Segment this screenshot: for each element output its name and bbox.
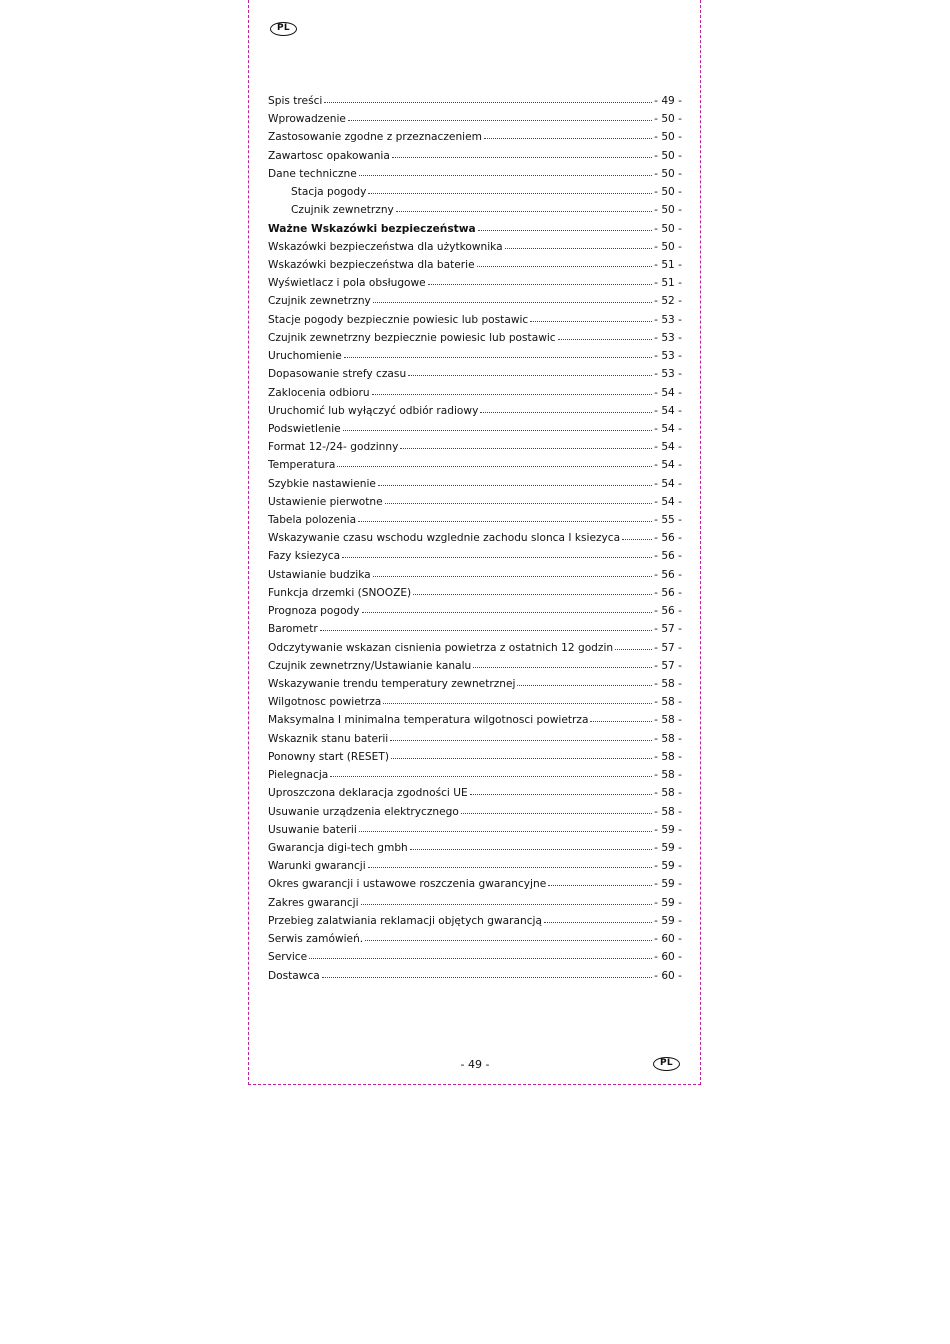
toc-entry[interactable] xyxy=(268,878,682,896)
toc-entry-page: - 57 - xyxy=(654,659,682,672)
toc-entry[interactable] xyxy=(268,204,682,222)
toc-entry-page: - 57 - xyxy=(654,641,682,654)
toc-dot-leader xyxy=(480,405,652,413)
language-badge-bottom: PL xyxy=(653,1057,680,1071)
toc-entry[interactable] xyxy=(268,532,682,550)
toc-entry[interactable] xyxy=(268,95,682,113)
toc-entry-title: Zakres gwarancji xyxy=(268,896,359,909)
toc-dot-leader xyxy=(428,277,652,285)
page-number: - 49 - xyxy=(460,1058,490,1071)
toc-dot-leader xyxy=(413,587,652,595)
toc-entry[interactable] xyxy=(268,951,682,969)
language-badge-top: PL xyxy=(270,22,297,36)
toc-entry-page: - 56 - xyxy=(654,532,682,545)
toc-entry[interactable] xyxy=(268,113,682,131)
toc-entry-page: - 49 - xyxy=(654,95,682,107)
toc-entry-page: - 60 - xyxy=(654,951,682,964)
toc-entry-page: - 53 - xyxy=(654,331,682,344)
toc-entry[interactable] xyxy=(268,787,682,805)
toc-entry-page: - 58 - xyxy=(654,750,682,763)
toc-entry-title: Dopasowanie strefy czasu xyxy=(268,368,407,381)
toc-entry-page: - 56 - xyxy=(654,568,682,581)
toc-entry[interactable] xyxy=(268,295,682,313)
toc-dot-leader xyxy=(392,150,652,158)
toc-entry-page: - 51 - xyxy=(654,258,682,271)
toc-entry-page: - 54 - xyxy=(654,422,682,435)
toc-entry[interactable] xyxy=(268,478,682,496)
toc-entry[interactable] xyxy=(268,714,682,732)
toc-dot-leader xyxy=(470,787,652,795)
toc-dot-leader xyxy=(322,970,652,978)
toc-entry-title: Dostawca xyxy=(268,969,320,982)
toc-entry[interactable] xyxy=(268,423,682,441)
toc-entry-title: Wskazówki bezpieczeństwa dla użytkownika xyxy=(268,240,503,253)
toc-dot-leader xyxy=(400,441,652,449)
toc-entry-title: Ponowny start (RESET) xyxy=(268,750,389,763)
toc-entry-page: - 59 - xyxy=(654,860,682,873)
toc-dot-leader xyxy=(530,314,652,322)
toc-entry-page: - 56 - xyxy=(654,586,682,599)
toc-entry[interactable] xyxy=(268,751,682,769)
toc-dot-leader xyxy=(359,168,652,176)
toc-entry-title: Usuwanie baterii xyxy=(268,823,357,836)
toc-entry-page: - 60 - xyxy=(654,969,682,982)
toc-entry-title: Czujnik zewnetrzny/Ustawianie kanalu xyxy=(268,659,472,672)
toc-entry[interactable] xyxy=(268,168,682,186)
toc-entry[interactable] xyxy=(268,387,682,405)
toc-dot-leader xyxy=(373,295,652,303)
toc-entry-page: - 59 - xyxy=(654,841,682,854)
toc-entry-page: - 51 - xyxy=(654,277,682,290)
toc-entry-title: Wilgotnosc powietrza xyxy=(268,696,382,709)
toc-dot-leader xyxy=(478,223,652,231)
toc-entry-page: - 50 - xyxy=(654,204,682,217)
toc-dot-leader xyxy=(396,204,652,212)
toc-dot-leader xyxy=(337,459,652,467)
toc-dot-leader xyxy=(373,569,652,577)
toc-dot-leader xyxy=(410,842,652,850)
toc-entry-title: Spis treści xyxy=(268,95,323,107)
toc-entry-title: Dane techniczne xyxy=(268,167,357,180)
toc-entry-page: - 59 - xyxy=(654,914,682,927)
toc-dot-leader xyxy=(365,933,652,941)
toc-entry[interactable] xyxy=(268,550,682,568)
toc-dot-leader xyxy=(477,259,653,267)
toc-dot-leader xyxy=(544,915,652,923)
toc-dot-leader xyxy=(342,550,652,558)
toc-entry-title: Wskaznik stanu baterii xyxy=(268,732,389,745)
toc-entry-page: - 54 - xyxy=(654,495,682,508)
toc-entry-page: - 50 - xyxy=(654,113,682,126)
toc-dot-leader xyxy=(344,350,652,358)
toc-dot-leader xyxy=(372,387,653,395)
toc-entry-title: Uproszczona deklaracja zgodności UE xyxy=(268,787,468,800)
toc-dot-leader xyxy=(408,368,652,376)
toc-dot-leader xyxy=(361,897,653,905)
toc-dot-leader xyxy=(358,514,652,522)
toc-entry-title: Funkcja drzemki (SNOOZE) xyxy=(268,586,412,599)
toc-entry-title: Odczytywanie wskazan cisnienia powietrza z ostatnich 12 godzin xyxy=(268,641,614,654)
toc-entry-title: Przebieg zalatwiania reklamacji objętych gwarancją xyxy=(268,914,542,927)
toc-entry-page: - 56 - xyxy=(654,605,682,618)
toc-entry-page: - 58 - xyxy=(654,769,682,782)
toc-entry-page: - 54 - xyxy=(654,441,682,454)
toc-entry-title: Service xyxy=(268,951,308,964)
toc-entry-page: - 54 - xyxy=(654,477,682,490)
toc-entry-page: - 52 - xyxy=(654,295,682,308)
toc-entry-page: - 50 - xyxy=(654,131,682,144)
toc-entry-page: - 50 - xyxy=(654,149,682,162)
toc-entry-title: Wskazywanie czasu wschodu wzglednie zachodu slonca I ksiezyca xyxy=(268,532,621,545)
toc-entry[interactable] xyxy=(268,623,682,641)
toc-entry-page: - 57 - xyxy=(654,623,682,636)
toc-entry[interactable] xyxy=(268,223,682,241)
toc-entry-title: Serwis zamówień. xyxy=(268,933,364,946)
toc-entry-page: - 56 - xyxy=(654,550,682,563)
toc-entry-title: Czujnik zewnetrzny xyxy=(291,204,394,217)
toc-dot-leader xyxy=(320,623,652,631)
toc-entry[interactable] xyxy=(268,241,682,259)
toc-entry-page: - 58 - xyxy=(654,787,682,800)
toc-entry[interactable] xyxy=(268,733,682,751)
toc-entry[interactable] xyxy=(268,496,682,514)
toc-entry-page: - 58 - xyxy=(654,714,682,727)
toc-entry[interactable] xyxy=(268,514,682,532)
toc-entry[interactable] xyxy=(268,150,682,168)
toc-entry[interactable] xyxy=(268,569,682,587)
toc-entry-title: Zaklocenia odbioru xyxy=(268,386,370,399)
toc-entry[interactable] xyxy=(268,897,682,915)
toc-entry-page: - 55 - xyxy=(654,514,682,527)
toc-entry[interactable] xyxy=(268,332,682,350)
toc-entry-page: - 59 - xyxy=(654,823,682,836)
toc-entry[interactable] xyxy=(268,915,682,933)
toc-dot-leader xyxy=(391,751,652,759)
toc-dot-leader xyxy=(348,113,652,121)
toc-entry-title: Czujnik zewnetrzny bezpiecznie powiesic lub postawic xyxy=(268,331,556,344)
toc-entry-page: - 53 - xyxy=(654,313,682,326)
toc-entry-title: Ustawianie budzika xyxy=(268,568,371,581)
toc-entry-title: Stacja pogody xyxy=(291,186,367,199)
toc-entry-page: - 59 - xyxy=(654,878,682,891)
toc-entry-title: Zawartosc opakowania xyxy=(268,149,390,162)
toc-dot-leader xyxy=(590,714,652,722)
toc-entry-title: Wskazówki bezpieczeństwa dla baterie xyxy=(268,258,475,271)
toc-entry[interactable] xyxy=(268,842,682,860)
toc-entry[interactable] xyxy=(268,277,682,295)
toc-entry-page: - 53 - xyxy=(654,368,682,381)
toc-dot-leader xyxy=(330,769,652,777)
toc-dot-leader xyxy=(385,496,652,504)
toc-dot-leader xyxy=(324,95,652,103)
toc-entry[interactable] xyxy=(268,186,682,204)
toc-entry-page: - 53 - xyxy=(654,350,682,363)
toc-dot-leader xyxy=(368,186,652,194)
toc-entry-title: Wyświetlacz i pola obsługowe xyxy=(268,277,426,290)
toc-entry-page: - 58 - xyxy=(654,696,682,709)
toc-entry-title: Barometr xyxy=(268,623,318,636)
toc-entry-title: Format 12-/24- godzinny xyxy=(268,441,399,454)
toc-entry-title: Zastosowanie zgodne z przeznaczeniem xyxy=(268,131,482,144)
toc-entry-title: Gwarancja digi-tech gmbh xyxy=(268,841,408,854)
toc-entry[interactable] xyxy=(268,587,682,605)
toc-entry-title: Prognoza pogody xyxy=(268,605,360,618)
toc-entry-page: - 54 - xyxy=(654,404,682,417)
toc-entry-page: - 60 - xyxy=(654,933,682,946)
toc-entry-title: Czujnik zewnetrzny xyxy=(268,295,371,308)
toc-dot-leader xyxy=(368,860,652,868)
toc-entry-page: - 50 - xyxy=(654,186,682,199)
toc-dot-leader xyxy=(558,332,653,340)
toc-entry[interactable] xyxy=(268,860,682,878)
toc-entry-title: Wprowadzenie xyxy=(268,113,346,126)
toc-entry[interactable] xyxy=(268,660,682,678)
table-of-contents xyxy=(268,95,682,988)
toc-entry-page: - 54 - xyxy=(654,459,682,472)
toc-entry-title: Szybkie nastawienie xyxy=(268,477,376,490)
toc-dot-leader xyxy=(362,605,653,613)
toc-entry-title: Pielegnacja xyxy=(268,769,329,782)
toc-entry-page: - 50 - xyxy=(654,167,682,180)
toc-entry-title: Stacje pogody bezpiecznie powiesic lub postawic xyxy=(268,313,529,326)
toc-dot-leader xyxy=(505,241,653,249)
toc-dot-leader xyxy=(343,423,652,431)
toc-entry-title: Uruchomić lub wyłączyć odbiór radiowy xyxy=(268,404,479,417)
toc-entry-page: - 50 - xyxy=(654,240,682,253)
toc-entry[interactable] xyxy=(268,605,682,623)
toc-dot-leader xyxy=(484,131,652,139)
toc-entry-title: Podswietlenie xyxy=(268,422,341,435)
toc-entry[interactable] xyxy=(268,642,682,660)
toc-entry-page: - 58 - xyxy=(654,805,682,818)
toc-dot-leader xyxy=(359,824,652,832)
toc-entry-title: Fazy ksiezyca xyxy=(268,550,341,563)
toc-entry[interactable] xyxy=(268,933,682,951)
toc-dot-leader xyxy=(548,878,652,886)
toc-entry[interactable] xyxy=(268,350,682,368)
toc-entry[interactable] xyxy=(268,824,682,842)
toc-entry-title: Okres gwarancji i ustawowe roszczenia gwarancyjne xyxy=(268,878,547,891)
toc-dot-leader xyxy=(622,532,652,540)
toc-entry[interactable] xyxy=(268,314,682,332)
toc-dot-leader xyxy=(461,806,652,814)
toc-entry-title: Temperatura xyxy=(268,459,336,472)
toc-entry-title: Tabela polozenia xyxy=(268,514,357,527)
toc-entry-title: Maksymalna I minimalna temperatura wilgotnosci powietrza xyxy=(268,714,589,727)
toc-entry-page: - 54 - xyxy=(654,386,682,399)
toc-entry-title: Usuwanie urządzenia elektrycznego xyxy=(268,805,459,818)
toc-dot-leader xyxy=(383,696,652,704)
toc-entry-title: Wskazywanie trendu temperatury zewnetrznej xyxy=(268,678,516,690)
toc-entry[interactable] xyxy=(268,769,682,787)
toc-entry-page: - 58 - xyxy=(654,732,682,745)
toc-entry-page: - 58 - xyxy=(654,678,682,690)
toc-entry-title: Ważne Wskazówki bezpieczeństwa xyxy=(268,222,476,235)
toc-dot-leader xyxy=(517,678,652,686)
toc-entry-title: Warunki gwarancji xyxy=(268,860,366,873)
toc-dot-leader xyxy=(615,642,652,650)
toc-entry-title: Ustawienie pierwotne xyxy=(268,495,383,508)
toc-entry[interactable] xyxy=(268,459,682,477)
toc-entry[interactable] xyxy=(268,696,682,714)
toc-dot-leader xyxy=(473,660,652,668)
toc-entry-page: - 50 - xyxy=(654,222,682,235)
toc-entry[interactable] xyxy=(268,970,682,988)
toc-entry[interactable] xyxy=(268,368,682,386)
toc-entry[interactable] xyxy=(268,405,682,423)
toc-entry[interactable] xyxy=(268,259,682,277)
toc-dot-leader xyxy=(378,478,652,486)
toc-dot-leader xyxy=(390,733,652,741)
toc-entry[interactable] xyxy=(268,131,682,149)
toc-entry-page: - 59 - xyxy=(654,896,682,909)
toc-entry[interactable] xyxy=(268,441,682,459)
toc-entry-title: Uruchomienie xyxy=(268,350,342,363)
toc-entry[interactable] xyxy=(268,678,682,696)
toc-entry[interactable] xyxy=(268,806,682,824)
toc-dot-leader xyxy=(309,951,652,959)
